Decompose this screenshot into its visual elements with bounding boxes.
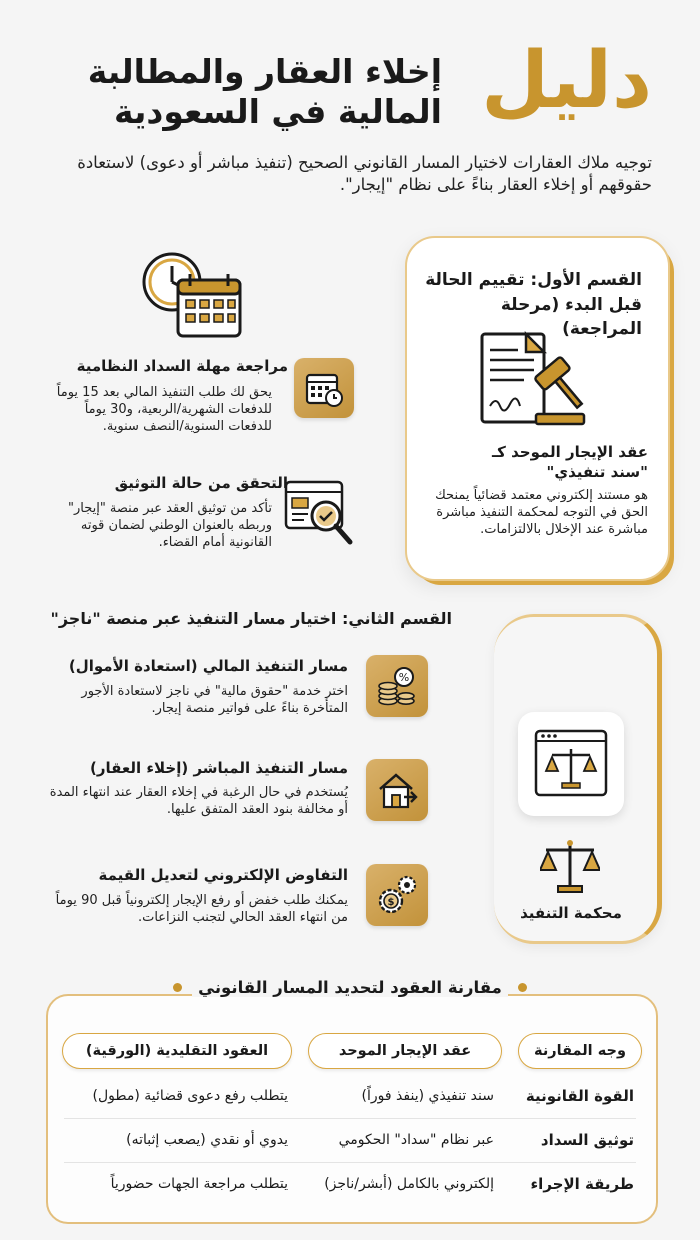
intro-text: توجيه ملاك العقارات لاختيار المسار القانوني الصحيح (تنفيذ مباشر أو دعوى) لاستعادة حقوقهم أو إخلاء العقار بناءً على نظام "إيجار". <box>77 153 652 195</box>
unified-contract-line1: عقد الإيجار الموحد كـ <box>492 443 648 461</box>
svg-text:%: % <box>398 671 410 684</box>
title-dot-right <box>518 983 527 992</box>
s1-item1-desc: يحق لك طلب التنفيذ المالي بعد 15 يوماً للدفعات الشهرية/الربعية، و30 يوماً للدفعات السنوية/النصف سنوية. <box>56 385 272 435</box>
gears-dollar-icon <box>375 873 419 917</box>
court-scale-box <box>518 712 624 816</box>
s2-item3-desc: يمكنك طلب خفض أو رفع الإيجار إلكترونياً قبل 90 يوماً من انتهاء العقد الحالي لتجنب النزاعات. <box>55 893 348 926</box>
header-pill-aspect: وجه المقارنة <box>518 1033 642 1069</box>
table-cell: يتطلب مراجعة الجهات حضورياً <box>110 1176 288 1192</box>
title-line-1: إخلاء العقار والمطالبة <box>87 52 442 91</box>
search-check-icon-wrap <box>282 478 358 550</box>
comparison-title-row <box>0 978 700 997</box>
contract-gavel-icon <box>474 330 594 430</box>
house-icon-box <box>366 759 428 821</box>
row-divider <box>64 1162 636 1163</box>
clock-calendar-icon <box>140 250 245 340</box>
section1-title-line2: قبل البدء (مرحلة المراجعة) <box>500 294 642 340</box>
s1-item1-title: مراجعة مهلة السداد النظامية <box>76 357 288 375</box>
unified-contract-desc: هو مستند إلكتروني معتمد قضائياً يمنحك الحق في التوجه لمحكمة التنفيذ مباشرة مباشرة عند الإخلال بالالتزامات. <box>435 488 648 537</box>
table-cell: يتطلب رفع دعوى قضائية (مطول) <box>92 1088 288 1104</box>
table-cell: يدوي أو نقدي (يصعب إثباته) <box>126 1132 288 1148</box>
coins-percent-icon <box>376 665 418 707</box>
s2-item3-title: التفاوض الإلكتروني لتعديل القيمة <box>98 866 348 884</box>
table-cell: سند تنفيذي (ينفذ فوراً) <box>361 1088 494 1104</box>
unified-contract-heading <box>423 442 648 483</box>
search-check-icon <box>282 478 358 550</box>
table-cell: عبر نظام "سداد" الحكومي <box>338 1132 494 1148</box>
house-exit-icon <box>376 769 418 811</box>
header-pill-unified: عقد الإيجار الموحد <box>308 1033 502 1069</box>
browser-scale-icon <box>532 727 610 801</box>
gears-icon-box <box>366 864 428 926</box>
s1-item2-desc: تأكد من توثيق العقد عبر منصة "إيجار" وربطه بالعنوان الوطني لضمان قوته القانونية أمام القضاء. <box>67 501 272 551</box>
table-row-label: توثيق السداد <box>540 1131 634 1149</box>
table-row-label: طريقة الإجراء <box>530 1175 634 1193</box>
unified-contract-line2: "سند تنفيذي" <box>546 463 648 482</box>
s2-item1-desc: اختر خدمة "حقوق مالية" في ناجز لاستعادة الأجور المتأخرة بناءً على فواتير منصة إيجار. <box>81 684 348 717</box>
row-divider <box>64 1118 636 1119</box>
section1-title-line1: القسم الأول: تقييم الحالة <box>425 270 642 290</box>
table-row-label: القوة القانونية <box>525 1087 634 1105</box>
s2-item2-title: مسار التنفيذ المباشر (إخلاء العقار) <box>89 759 348 777</box>
execution-court-label: محكمة التنفيذ <box>520 904 622 922</box>
header-pill-traditional: العقود التقليدية (الورقية) <box>62 1033 292 1069</box>
coins-icon-box <box>366 655 428 717</box>
page-title <box>42 52 442 131</box>
title-dot-left <box>173 983 182 992</box>
s2-item2-desc: يُستخدم في حال الرغبة في إخلاء العقار عند انتهاء المدة أو مخالفة بنود العقد المتفق عليها. <box>49 785 348 818</box>
s1-item2-title: التحقق من حالة التوثيق <box>114 474 288 492</box>
comparison-title: مقارنة العقود لتحديد المسار القانوني <box>192 978 508 997</box>
s2-item1-title: مسار التنفيذ المالي (استعادة الأموال) <box>68 657 348 675</box>
svg-text:$: $ <box>387 897 395 908</box>
brand-word: دليل <box>481 36 652 126</box>
table-cell: إلكتروني بالكامل (أبشر/ناجز) <box>324 1176 494 1192</box>
calendar-clock-icon-box <box>294 358 354 418</box>
section2-title: القسم الثاني: اختيار مسار التنفيذ عبر منصة "ناجز" <box>50 609 452 628</box>
scale-icon <box>540 838 600 896</box>
title-line-2: المالية في السعودية <box>113 91 442 131</box>
calendar-clock-icon <box>304 368 344 408</box>
